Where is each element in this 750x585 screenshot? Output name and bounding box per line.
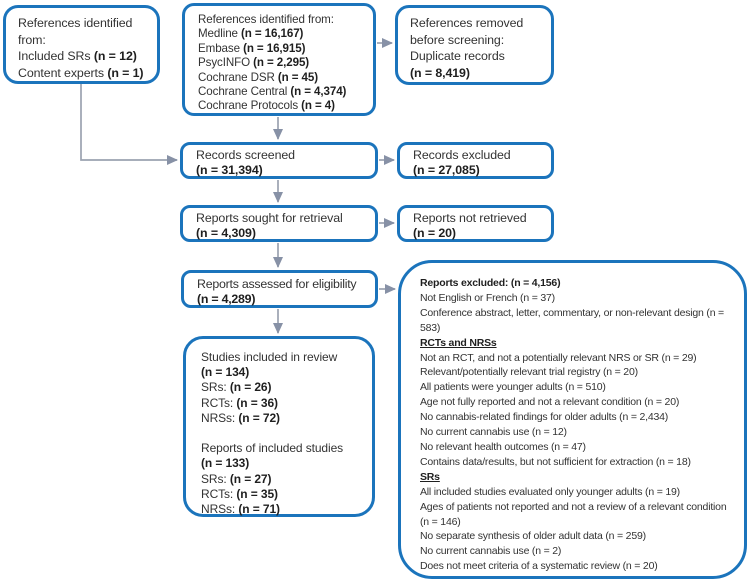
text-line: Reports assessed for eligibility [197, 277, 357, 291]
box-reports-excluded-reasons [398, 260, 747, 579]
box-records-screened [180, 142, 378, 179]
box-studies-included [183, 336, 375, 517]
text-line: Contains data/results, but not sufficient for extraction (n = 18) [420, 455, 691, 468]
text-line: Medline (n = 16,167) [198, 27, 304, 41]
box-references-other-sources [3, 5, 160, 84]
text-line: No separate synthesis of older adult data (n = 259) [420, 530, 646, 543]
box-reports-assessed [181, 270, 378, 308]
text-line: (n = 31,394) [196, 163, 263, 178]
text-line: Reports sought for retrieval [196, 211, 343, 225]
text-line: Reports excluded: (n = 4,156) [420, 277, 561, 289]
box-records-excluded [397, 142, 554, 179]
text-line: References identified [18, 16, 133, 30]
text-line: (n = 20) [413, 226, 456, 241]
connector-other-sources-to-screened [81, 84, 177, 160]
text-line: Not an RCT, and not a potentially relevant NRS or SR (n = 29) [420, 351, 697, 364]
text-line: (n = 133) [201, 456, 250, 471]
text-line: All included studies evaluated only younger adults (n = 19) [420, 485, 680, 498]
text-line: No relevant health outcomes (n = 47) [420, 440, 586, 453]
text-line: SRs [420, 470, 440, 483]
text-line: Reports not retrieved [413, 211, 527, 225]
text-line: (n = 27,085) [413, 163, 480, 178]
text-line: Embase (n = 16,915) [198, 41, 306, 55]
box-removed-before-screening [395, 5, 554, 85]
text-line: before screening: [410, 32, 505, 47]
text-line: SRs: (n = 26) [201, 380, 272, 395]
text-line: References removed [410, 16, 524, 30]
box-references-databases [182, 3, 376, 116]
text-line: Age not fully reported and not a relevant condition (n = 20) [420, 396, 680, 409]
text-line: PsycINFO (n = 2,295) [198, 56, 310, 70]
text-line: References identified from: [198, 13, 334, 26]
text-line: Records screened [196, 148, 295, 162]
text-line: RCTs: (n = 36) [201, 395, 278, 410]
text-line: Duplicate records [410, 49, 505, 63]
box-reports-not-retrieved [397, 205, 554, 242]
text-line: (n = 4,289) [197, 292, 256, 307]
text-line: NRSs: (n = 71) [201, 502, 280, 517]
text-line: Cochrane DSR (n = 45) [198, 70, 319, 84]
text-line: Studies included in review [201, 350, 338, 364]
text-line: All patients were younger adults (n = 510) [420, 381, 606, 394]
box-reports-sought [180, 205, 378, 242]
text-line: RCTs: (n = 35) [201, 486, 278, 501]
text-line: Conference abstract, letter, commentary, or non-relevant design (n = 583) [420, 306, 724, 334]
text-line: Ages of patients not reported and not a review of a relevant condition (n = 146) [420, 500, 727, 528]
text-line: Relevant/potentially relevant trial registry (n = 20) [420, 366, 638, 379]
text-line: (n = 8,419) [410, 65, 470, 80]
text-line: from: [18, 32, 46, 47]
text-line: NRSs: (n = 72) [201, 410, 280, 425]
text-line: Does not meet criteria of a systematic review (n = 20) [420, 560, 658, 573]
text-line: Included SRs (n = 12) [18, 49, 137, 63]
text-line: Records excluded [413, 148, 511, 162]
text-line: RCTs and NRSs [420, 336, 497, 349]
text-line: SRs: (n = 27) [201, 471, 272, 486]
text-line: Reports of included studies [201, 441, 344, 456]
text-line: Not English or French (n = 37) [420, 291, 555, 304]
text-line [201, 426, 366, 441]
text-line: No current cannabis use (n = 2) [420, 545, 562, 558]
text-line: Cochrane Protocols (n = 4) [198, 99, 335, 113]
text-line: (n = 134) [201, 365, 250, 380]
text-line: Cochrane Central (n = 4,374) [198, 85, 347, 99]
text-line: No current cannabis use (n = 12) [420, 426, 567, 439]
text-line: Content experts (n = 1) [18, 65, 144, 80]
text-line: (n = 4,309) [196, 226, 256, 241]
text-line: No cannabis-related findings for older adults (n = 2,434) [420, 411, 669, 424]
